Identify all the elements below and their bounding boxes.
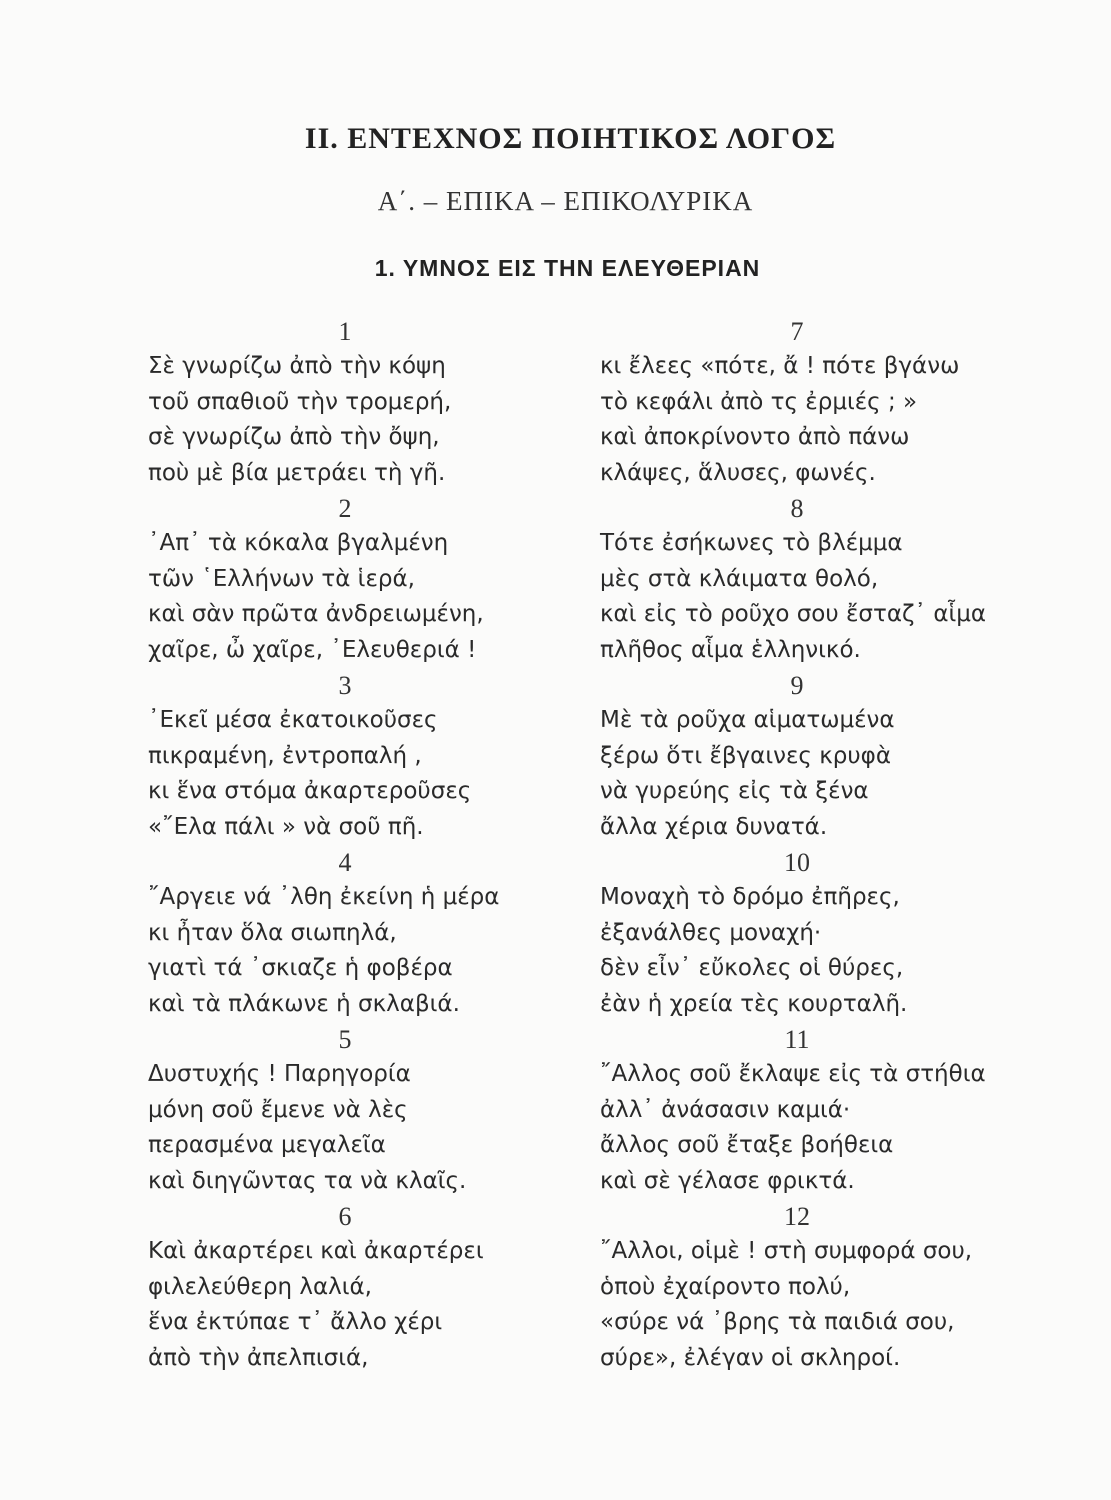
- verse-line: σὲ γνωρίζω ἀπὸ τὴν ὄψη,: [148, 424, 440, 450]
- verse-line: μὲς στὰ κλάιματα θολό,: [600, 565, 879, 592]
- stanza: [148, 1199, 568, 1376]
- verse-line: Τότε ἐσήκωνες τὸ βλέμμα: [600, 530, 903, 556]
- verse-line: κι ἔλεες «πότε, ἄ ! πότε βγάνω: [600, 353, 960, 379]
- poem-title: 1. ΥΜΝΟΣ ΕΙΣ ΤΗΝ ΕΛΕΥΘΕΡΙΑΝ: [374, 255, 761, 281]
- subsection-title: Α΄. – ΕΠΙΚΑ – ΕΠΙΚΟΛΥΡΙΚΑ: [377, 186, 754, 216]
- verse-line: πλῆθος αἷμα ἑλληνικό.: [600, 636, 861, 663]
- verse-line: ἐξανάλθες μοναχή·: [600, 919, 822, 946]
- verse-line: ἄλλος σοῦ ἔταξε βοήθεια: [600, 1132, 894, 1158]
- verse-line: χαῖρε, ὦ χαῖρε, ᾿Ελευθεριά !: [148, 636, 477, 663]
- stanza-number: 3: [338, 671, 352, 700]
- verse-line: Μοναχὴ τὸ δρόμο ἐπῆρες,: [600, 884, 900, 910]
- verse-line: φιλελεύθερη λαλιά,: [148, 1273, 372, 1300]
- verse-line: γιατὶ τά ᾿σκιαζε ἡ φοβέρα: [148, 955, 453, 981]
- stanza-number: 10: [784, 848, 810, 877]
- verse-line: κι ἕνα στόμα ἀκαρτεροῦσες: [148, 778, 472, 804]
- stanza-number: 8: [790, 494, 804, 523]
- verse-line: πικραμένη, ἐντροπαλή ,: [148, 742, 422, 769]
- section-title: II. ΕΝΤΕΧΝΟΣ ΠΟΙΗΤΙΚΟΣ ΛΟΓΟΣ: [304, 122, 837, 155]
- verse-line: μόνη σοῦ ἔμενε νὰ λὲς: [148, 1096, 408, 1123]
- stanza-number: 6: [338, 1202, 352, 1231]
- verse-line: «῎Ελα πάλι » νὰ σοῦ πῆ.: [148, 813, 424, 840]
- stanza-number: 2: [338, 494, 352, 523]
- stanza: [148, 491, 568, 668]
- verse-line: κλάψες, ἅλυσες, φωνές.: [600, 459, 876, 486]
- verse-line: Καὶ ἀκαρτέρει καὶ ἀκαρτέρει: [148, 1238, 484, 1264]
- stanza: [148, 1022, 568, 1199]
- stanza: [148, 668, 568, 845]
- verse-line: ὁποὺ ἐχαίροντο πολύ,: [600, 1273, 851, 1300]
- verse-line: καὶ ἀποκρίνοντο ἀπὸ πάνω: [600, 424, 910, 450]
- stanza: [148, 314, 568, 491]
- verse-line: κι ἦταν ὅλα σιωπηλά,: [148, 919, 397, 946]
- stanza: [600, 491, 1010, 668]
- stanza: [148, 845, 568, 1022]
- verse-line: ξέρω ὅτι ἔβγαινες κρυφὰ: [600, 742, 891, 769]
- verse-line: ᾿Απ᾿ τὰ κόκαλα βγαλμένη: [148, 530, 449, 556]
- verse-line: ἀπὸ τὴν ἀπελπισιά,: [148, 1344, 369, 1371]
- stanza-number: 4: [338, 848, 352, 877]
- verse-line: ἐὰν ἡ χρεία τὲς κουρταλῆ.: [600, 990, 908, 1017]
- stanza-number: 7: [790, 317, 804, 346]
- verse-line: καὶ τὰ πλάκωνε ἡ σκλαβιά.: [148, 990, 460, 1017]
- stanza: [600, 668, 1010, 845]
- verse-line: τὸ κεφάλι ἀπὸ τς ἐρμιές ; »: [600, 388, 918, 415]
- stanza: [600, 314, 1010, 491]
- verse-line: ποὺ μὲ βία μετράει τὴ γῆ.: [148, 459, 446, 486]
- verse-line: τῶν ῾Ελλήνων τὰ ἱερά,: [148, 565, 415, 592]
- verse-line: ἀλλ᾿ ἀνάσασιν καμιά·: [600, 1096, 851, 1123]
- verse-line: «σύρε νά ᾿βρης τὰ παιδιά σου,: [600, 1309, 955, 1335]
- verse-line: Δυστυχής ! Παρηγορία: [148, 1061, 411, 1087]
- verse-line: καὶ εἰς τὸ ροῦχο σου ἔσταζ᾿ αἷμα: [600, 601, 987, 627]
- verse-line: ῎Αργειε νά ᾿λθη ἐκείνη ἡ μέρα: [148, 884, 500, 910]
- stanza: [600, 845, 1010, 1022]
- verse-line: ἕνα ἐκτύπαε τ᾿ ἄλλο χέρι: [148, 1309, 443, 1335]
- verse-line: ῎Αλλος σοῦ ἔκλαψε εἰς τὰ στήθια: [600, 1061, 986, 1087]
- verse-line: καὶ σὲ γέλασε φρικτά.: [600, 1167, 855, 1194]
- verse-line: καὶ σὰν πρῶτα ἀνδρειωμένη,: [148, 601, 484, 627]
- stanza: [600, 1022, 1010, 1199]
- verse-line: νὰ γυρεύης εἰς τὰ ξένα: [600, 778, 869, 804]
- verse-line: καὶ διηγῶντας τα νὰ κλαῖς.: [148, 1167, 467, 1194]
- stanza: [600, 1199, 1010, 1376]
- verse-line: Σὲ γνωρίζω ἀπὸ τὴν κόψη: [148, 353, 446, 379]
- verse-line: ἄλλα χέρια δυνατά.: [600, 813, 828, 840]
- stanza-number: 11: [784, 1025, 810, 1054]
- verse-line: Μὲ τὰ ροῦχα αἱματωμένα: [600, 707, 895, 733]
- stanza-number: 12: [784, 1202, 810, 1231]
- verse-line: δὲν εἶν᾿ εὔκολες οἱ θύρες,: [600, 955, 904, 981]
- stanza-number: 5: [338, 1025, 352, 1054]
- stanza-number: 9: [790, 671, 804, 700]
- verse-line: ῎Αλλοι, οἱμὲ ! στὴ συμφορά σου,: [600, 1238, 973, 1264]
- verse-line: περασμένα μεγαλεῖα: [148, 1132, 386, 1158]
- right-column: [600, 314, 1010, 1376]
- verse-line: τοῦ σπαθιοῦ τὴν τρομερή,: [148, 388, 452, 415]
- stanza-number: 1: [338, 317, 352, 346]
- verse-line: σύρε», ἐλέγαν οἱ σκληροί.: [600, 1344, 901, 1371]
- verse-line: ᾿Εκεῖ μέσα ἐκατοικοῦσες: [148, 707, 438, 733]
- left-column: [148, 314, 568, 1376]
